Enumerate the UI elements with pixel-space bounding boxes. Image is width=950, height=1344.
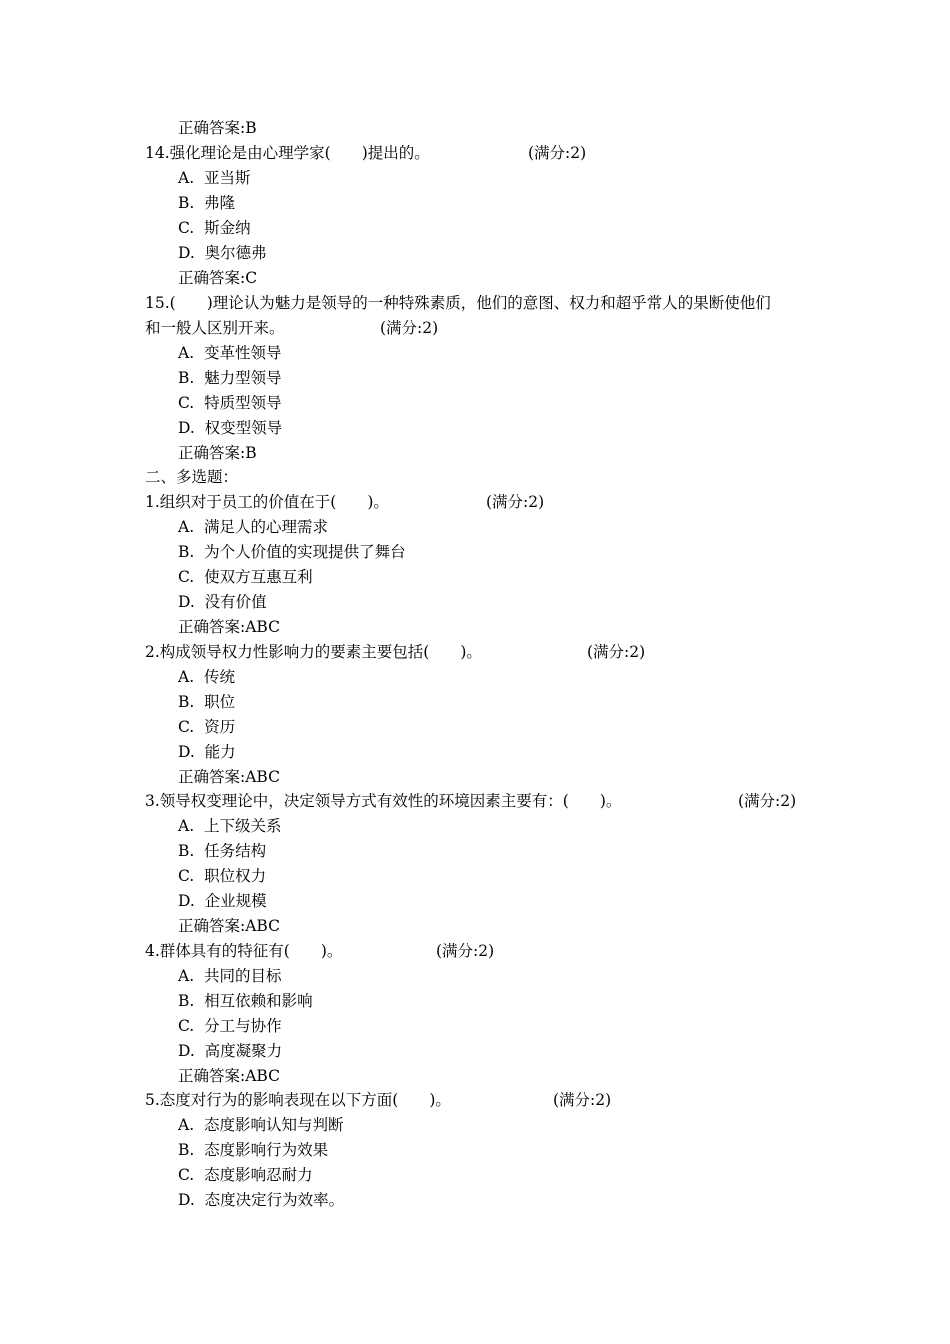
option-line: A. 变革性领导 — [178, 344, 282, 362]
option-line: D. 权变型领导 — [178, 419, 283, 437]
option-line: A. 态度影响认知与判断 — [178, 1116, 344, 1134]
section-heading: 二、多选题： — [145, 468, 239, 486]
option-line: D. 没有价值 — [178, 593, 267, 611]
score-label: (满分:2) — [553, 1091, 612, 1109]
question-line: 3.领导权变理论中，决定领导方式有效性的环境因素主要有：( )。 — [145, 792, 622, 810]
option-line: A. 亚当斯 — [178, 169, 251, 187]
option-line: B. 态度影响行为效果 — [178, 1141, 329, 1159]
score-label: (满分:2) — [528, 144, 587, 162]
option-line: D. 态度决定行为效率。 — [178, 1191, 345, 1209]
option-line: D. 能力 — [178, 743, 236, 761]
question-line: 和一般人区别开来。 — [145, 319, 285, 337]
option-line: B. 魅力型领导 — [178, 369, 282, 387]
option-line: C. 分工与协作 — [178, 1017, 282, 1035]
option-line: C. 斯金纳 — [178, 219, 251, 237]
question-line: 15.( )理论认为魅力是领导的一种特殊素质，他们的意图、权力和超乎常人的果断使他们 — [145, 294, 771, 312]
answer-line: 正确答案:B — [178, 444, 257, 462]
option-line: A. 上下级关系 — [178, 817, 282, 835]
option-line: C. 资历 — [178, 718, 236, 736]
option-line: D. 奥尔德弗 — [178, 244, 267, 262]
question-line: 5.态度对行为的影响表现在以下方面( )。 — [145, 1091, 451, 1109]
score-label: (满分:2) — [587, 643, 646, 661]
answer-line: 正确答案:ABC — [178, 1067, 280, 1085]
score-label: (满分:2) — [738, 792, 797, 810]
question-line: 1.组织对于员工的价值在于( )。 — [145, 493, 389, 511]
option-line: B. 弗隆 — [178, 194, 236, 212]
option-line: C. 使双方互惠互利 — [178, 568, 313, 586]
score-label: (满分:2) — [380, 319, 439, 337]
answer-line: 正确答案:ABC — [178, 917, 280, 935]
option-line: A. 满足人的心理需求 — [178, 518, 328, 536]
option-line: A. 传统 — [178, 668, 235, 686]
option-line: C. 特质型领导 — [178, 394, 282, 412]
option-line: C. 职位权力 — [178, 867, 267, 885]
question-line: 2.构成领导权力性影响力的要素主要包括( )。 — [145, 643, 482, 661]
answer-line: 正确答案:B — [178, 119, 257, 137]
question-line: 4.群体具有的特征有( )。 — [145, 942, 343, 960]
option-line: D. 高度凝聚力 — [178, 1042, 283, 1060]
option-line: B. 职位 — [178, 693, 236, 711]
option-line: D. 企业规模 — [178, 892, 267, 910]
score-label: (满分:2) — [486, 493, 545, 511]
answer-line: 正确答案:C — [178, 269, 258, 287]
score-label: (满分:2) — [436, 942, 495, 960]
option-line: A. 共同的目标 — [178, 967, 282, 985]
option-line: C. 态度影响忍耐力 — [178, 1166, 313, 1184]
option-line: B. 相互依赖和影响 — [178, 992, 313, 1010]
answer-line: 正确答案:ABC — [178, 618, 280, 636]
answer-line: 正确答案:ABC — [178, 768, 280, 786]
option-line: B. 任务结构 — [178, 842, 267, 860]
option-line: B. 为个人价值的实现提供了舞台 — [178, 543, 406, 561]
question-line: 14.强化理论是由心理学家( )提出的。 — [145, 144, 430, 162]
